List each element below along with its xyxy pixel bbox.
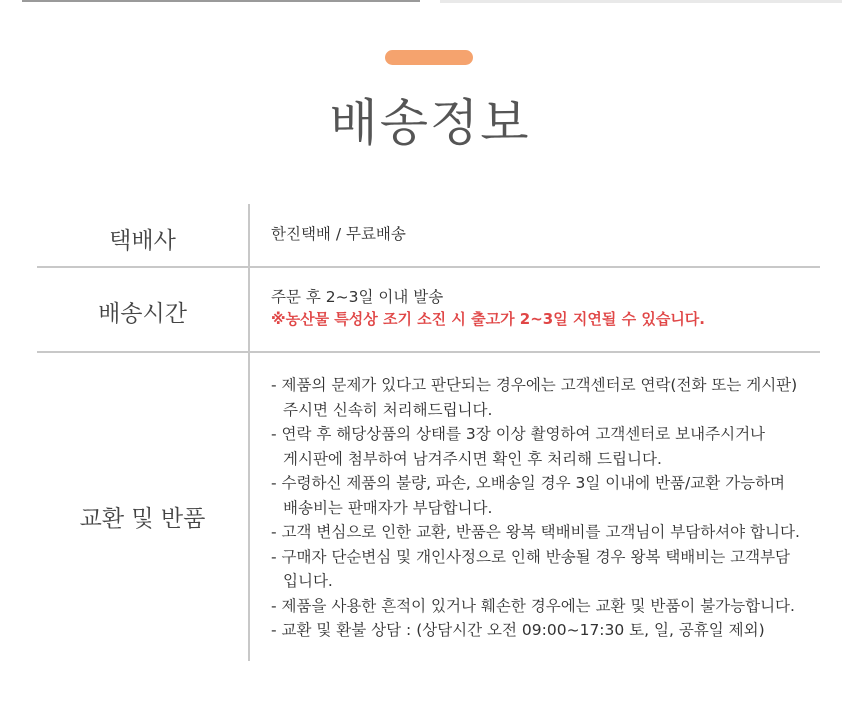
courier-value: 한진택배 / 무료배송 <box>271 225 406 243</box>
row-label-exchange-return: 교환 및 반품 <box>79 506 206 532</box>
rule-line: - 고객 변심으로 인한 교환, 반품은 왕복 택배비를 고객님이 부담하셔야 합니다. <box>271 523 800 541</box>
rule-line: 입니다. <box>283 572 333 590</box>
rule-line: 주시면 신속히 처리해드립니다. <box>283 400 493 419</box>
rule-line: - 구매자 단순변심 및 개인사정으로 인해 반송될 경우 왕복 택배비는 고객부담 <box>271 547 791 566</box>
info-row-exchange-return <box>37 353 820 661</box>
info-row-shipping-time <box>37 268 820 351</box>
rule-line: - 교환 및 환불 상담 : (상담시간 오전 09:00~17:30 토, 일, 공휴일 제외) <box>271 621 765 639</box>
top-divider-right <box>440 0 842 3</box>
info-row-courier <box>37 204 820 266</box>
exchange-return-rules <box>271 373 800 643</box>
row-label-courier: 택배사 <box>109 228 176 254</box>
rule-line: - 연락 후 해당상품의 상태를 3장 이상 촬영하여 고객센터로 보내주시거나 <box>271 425 766 443</box>
rule-line: - 제품의 문제가 있다고 판단되는 경우에는 고객센터로 연락(전화 또는 게시판) <box>271 376 798 394</box>
page-title: 배송정보 <box>329 94 531 152</box>
top-divider-left <box>22 0 420 2</box>
shipping-time-text: 주문 후 2~3일 이내 발송 <box>271 288 444 306</box>
shipping-delay-warning: ※농산물 특성상 조기 소진 시 출고가 2~3일 지연될 수 있습니다. <box>271 310 705 328</box>
accent-pill <box>385 50 473 65</box>
rule-line: - 수령하신 제품의 불량, 파손, 오배송일 경우 3일 이내에 반품/교환 가능하며 <box>271 474 786 492</box>
rule-line: - 제품을 사용한 흔적이 있거나 훼손한 경우에는 교환 및 반품이 불가능합니다. <box>271 596 795 615</box>
rule-line: 게시판에 첨부하여 남겨주시면 확인 후 처리해 드립니다. <box>283 449 662 468</box>
rule-line: 배송비는 판매자가 부담합니다. <box>283 498 493 517</box>
row-label-shipping-time: 배송시간 <box>98 301 187 327</box>
shipping-time-value <box>271 286 705 330</box>
